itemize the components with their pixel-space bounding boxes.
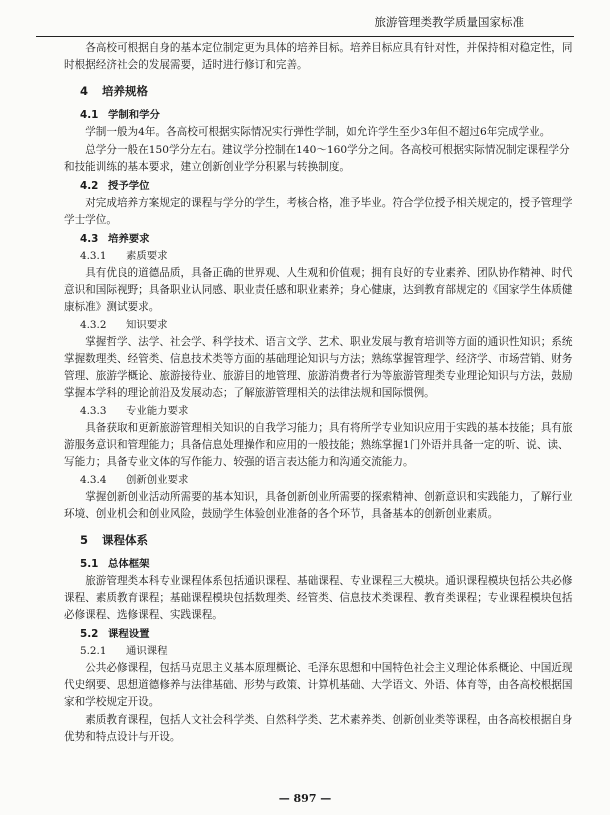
heading-text: 素质要求 <box>126 250 168 262</box>
subsubsection-heading <box>80 472 576 489</box>
heading-number: 4.3.1 <box>80 250 107 262</box>
heading-number: 4.3 <box>80 233 99 245</box>
subsubsection-heading <box>80 403 576 420</box>
heading-number: 5.2 <box>80 628 99 640</box>
heading-number: 4.1 <box>80 109 99 121</box>
heading-text: 学制和学分 <box>108 109 160 121</box>
heading-text: 课程体系 <box>102 533 148 547</box>
heading-number: 4.3.3 <box>80 405 107 417</box>
paragraph: 学制一般为4年。各高校可根据实际情况实行弹性学制，如允许学生至少3年但不超过6年完成学业。 <box>85 126 551 138</box>
heading-number: 4.3.2 <box>80 319 107 331</box>
heading-text: 培养要求 <box>108 233 150 245</box>
heading-text: 课程设置 <box>108 628 150 640</box>
heading-number: 5.2.1 <box>80 645 107 657</box>
paragraph: 素质教育课程，包括人文社会科学类、自然科学类、艺术素养类、创新创业类等课程，由各高校根据自身优势和特点设计与开设。 <box>64 714 573 743</box>
heading-number: 4 <box>80 84 89 98</box>
subsection-heading <box>80 107 576 123</box>
paragraph: 具备获取和更新旅游管理相关知识的自我学习能力；具有将所学专业知识应用于实践的基本技能；具有旅游服务意识和管理能力；具备信息处理操作和应用的一般技能；熟练掌握1门外语并具备一定的听、说、读、写能力；具备专业文体的写作能力、较强的语言表达能力和沟通交流能力。 <box>64 422 573 468</box>
subsection-heading <box>80 626 576 642</box>
heading-text: 总体框架 <box>108 558 150 570</box>
subsection-heading <box>80 178 576 194</box>
heading-number: 4.2 <box>80 180 99 192</box>
subsubsection-heading <box>80 248 576 265</box>
heading-text: 授予学位 <box>108 180 150 192</box>
heading-number: 5 <box>80 533 89 547</box>
paragraph: 掌握哲学、法学、社会学、科学技术、语言文学、艺术、职业发展与教育培训等方面的通识性知识；系统掌握数理类、经管类、信息技术类等方面的基础理论知识与方法；熟练掌握管理学、经济学、市场营销、财务管理、旅游学概论、旅游接待业、旅游目的地管理、旅游消费者行为等旅游管理类专业理论知识与方法，鼓励掌握本学科的理论前沿及发展动态；了解旅游管理相关的法律法规和国际惯例。 <box>64 336 573 399</box>
heading-text: 培养规格 <box>102 84 148 98</box>
subsection-heading <box>80 231 576 247</box>
section-heading <box>80 83 576 99</box>
subsubsection-heading <box>80 643 576 660</box>
heading-number: 4.3.4 <box>80 474 107 486</box>
page-number: — 897 — <box>278 792 332 805</box>
paragraph: 总学分一般在150学分左右。建议学分控制在140～160学分之间。各高校可根据实际情况制定课程学分和技能训练的基本要求，建立创新创业学分积累与转换制度。 <box>64 144 570 173</box>
heading-text: 通识课程 <box>126 645 168 657</box>
heading-text: 专业能力要求 <box>126 405 189 417</box>
paragraph: 具有优良的道德品质，具备正确的世界观、人生观和价值观；拥有良好的专业素养、团队协作精神、时代意识和国际视野；具备职业认同感、职业责任感和职业素养；身心健康，达到教育部规定的《国家学生体质健康标准》测试要求。 <box>64 267 573 313</box>
heading-number: 5.1 <box>80 558 99 570</box>
paragraph: 对完成培养方案规定的课程与学分的学生，考核合格，准予毕业。符合学位授予相关规定的，授予管理学学士学位。 <box>64 197 573 226</box>
section-heading <box>80 532 576 548</box>
paragraph: 旅游管理类本科专业课程体系包括通识课程、基础课程、专业课程三大模块。通识课程模块包括公共必修课程、素质教育课程；基础课程模块包括数理类、经管类、信息技术类课程、教育类课程；专业课程模块包括必修课程、选修课程、实践课程。 <box>64 575 573 621</box>
heading-text: 知识要求 <box>126 319 168 331</box>
paragraph: 各高校可根据自身的基本定位制定更为具体的培养目标。培养目标应具有针对性，并保持相对稳定性，同时根据经济社会的发展需要，适时进行修订和完善。 <box>64 42 573 71</box>
paragraph: 公共必修课程，包括马克思主义基本原理概论、毛泽东思想和中国特色社会主义理论体系概论、中国近现代史纲要、思想道德修养与法律基础、形势与政策、计算机基础、大学语文、外语、体育等，由各高校根据国家和学校规定开设。 <box>64 662 573 708</box>
page-content <box>64 40 576 747</box>
paragraph: 掌握创新创业活动所需要的基本知识，具备创新创业所需要的探索精神、创新意识和实践能力，了解行业环境、创业机会和创业风险，鼓励学生体验创业准备的各个环节，具备基本的创新创业素质。 <box>64 491 573 520</box>
subsection-heading <box>80 556 576 572</box>
subsubsection-heading <box>80 317 576 334</box>
running-header: 旅游管理类教学质量国家标准 <box>36 14 574 37</box>
heading-text: 创新创业要求 <box>126 474 189 486</box>
